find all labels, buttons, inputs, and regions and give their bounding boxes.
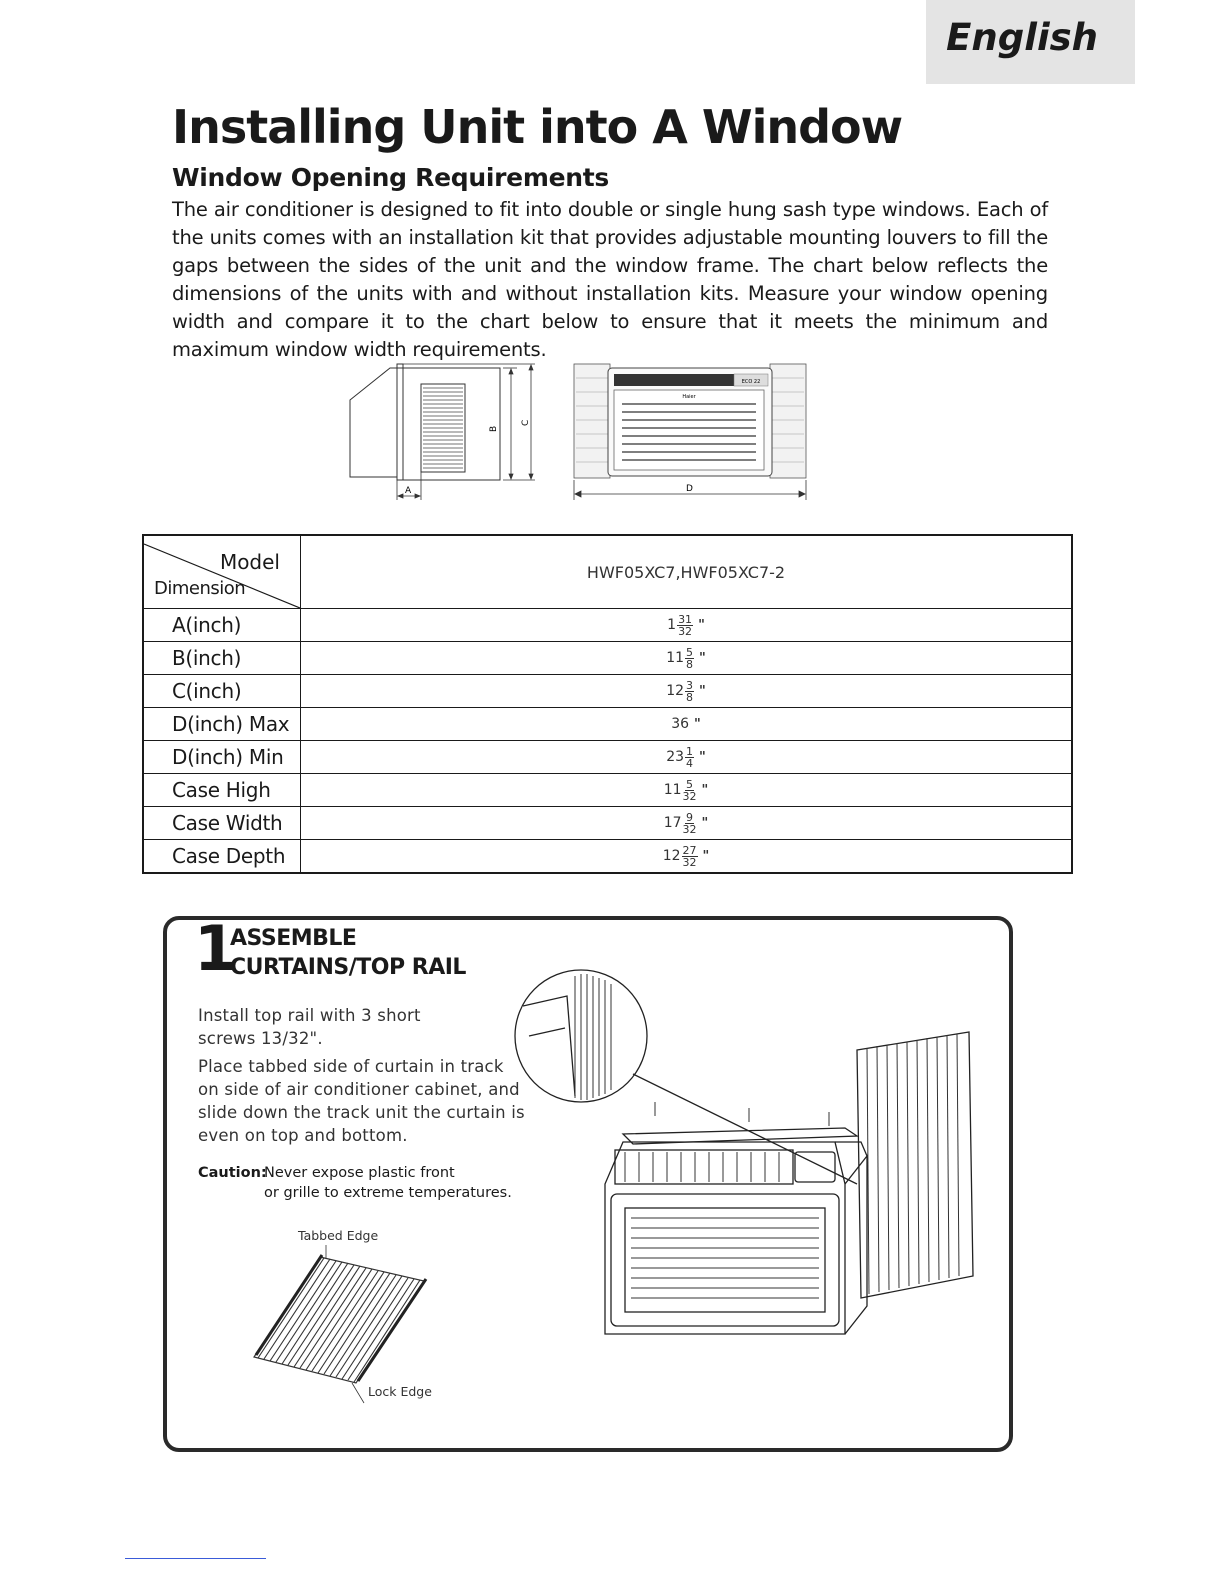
header-diagonal-cell bbox=[143, 535, 301, 609]
dim-label-a: A bbox=[405, 486, 412, 496]
front-brand: Haier bbox=[682, 394, 696, 400]
caution-label: Caution: bbox=[198, 1165, 267, 1181]
row-label: D(inch) Min bbox=[143, 741, 301, 774]
ac-unit-illustration bbox=[505, 966, 985, 1346]
fraction: 27 32 bbox=[682, 843, 697, 869]
fraction: 3 8 bbox=[686, 678, 694, 704]
row-label: Case High bbox=[143, 774, 301, 807]
fraction: 5 8 bbox=[686, 645, 694, 671]
row-value: 17 9 32 " bbox=[301, 807, 1073, 840]
side-view-diagram bbox=[345, 360, 545, 505]
table-row bbox=[143, 840, 1072, 874]
table-header-row bbox=[143, 535, 1072, 609]
footer-link-underline bbox=[125, 1558, 266, 1559]
table-row bbox=[143, 741, 1072, 774]
intro-paragraph: The air conditioner is designed to fit into double or single hung sash type windows. Each of the units comes with an installation kit that provides adjustable mounting louvers to fill the gaps between the sides of the unit and the window frame. The chart below reflects the dimensions of the units with and without installation kits. Measure your window opening width and compare it to the chart below to ensure that it meets the minimum and maximum window width requirements. bbox=[172, 198, 1048, 361]
row-label: B(inch) bbox=[143, 642, 301, 675]
step-title-line1: ASSEMBLE bbox=[230, 926, 357, 951]
row-label: Case Width bbox=[143, 807, 301, 840]
row-value: 12 27 32 " bbox=[301, 840, 1073, 874]
fraction: 31 32 bbox=[678, 612, 693, 638]
row-label: D(inch) Max bbox=[143, 708, 301, 741]
front-view-diagram bbox=[570, 358, 810, 503]
language-tab bbox=[926, 0, 1135, 84]
fraction: 9 32 bbox=[682, 810, 697, 836]
instruction-1: Install top rail with 3 short screws 13/32". bbox=[198, 1006, 421, 1048]
row-value: 11 5 8 " bbox=[301, 642, 1073, 675]
page-title: Installing Unit into A Window bbox=[172, 100, 903, 154]
table-row bbox=[143, 774, 1072, 807]
step-number: 1 bbox=[194, 912, 238, 985]
row-label: C(inch) bbox=[143, 675, 301, 708]
instruction-2: Place tabbed side of curtain in track on side of air conditioner cabinet, and slide down the track unit the curtain is even on top and bottom. bbox=[198, 1057, 525, 1145]
row-value: 12 3 8 " bbox=[301, 675, 1073, 708]
top-grille bbox=[614, 374, 734, 386]
dim-label-d: D bbox=[686, 484, 693, 494]
table-row bbox=[143, 609, 1072, 642]
row-label: Case Depth bbox=[143, 840, 301, 874]
row-value: 23 1 4 " bbox=[301, 741, 1073, 774]
header-model-label: Model bbox=[219, 550, 280, 574]
table-row bbox=[143, 675, 1072, 708]
tabbed-edge-label: Tabbed Edge bbox=[298, 1228, 379, 1243]
lock-edge-label: Lock Edge bbox=[368, 1384, 432, 1399]
section-subtitle: Window Opening Requirements bbox=[172, 163, 609, 192]
right-curtain bbox=[770, 364, 806, 478]
caution-note: Caution:Never expose plastic front or grille to extreme temperatures. bbox=[198, 1165, 512, 1201]
step-title-line2: CURTAINS/TOP RAIL bbox=[230, 955, 466, 980]
model-value: HWF05XC7,HWF05XC7-2 bbox=[301, 535, 1073, 609]
dimension-table bbox=[142, 534, 1073, 874]
row-value: 36 " bbox=[301, 708, 1073, 741]
row-value: 1 31 32 " bbox=[301, 609, 1073, 642]
language-label: English bbox=[946, 16, 1098, 59]
table-row bbox=[143, 807, 1072, 840]
row-value: 11 5 32 " bbox=[301, 774, 1073, 807]
table-row bbox=[143, 642, 1072, 675]
step-title bbox=[230, 924, 466, 982]
header-dimension-label: Dimension bbox=[154, 578, 246, 599]
fraction: 1 4 bbox=[686, 744, 694, 770]
row-label: A(inch) bbox=[143, 609, 301, 642]
left-curtain bbox=[574, 364, 610, 478]
front-display: ECO 22 bbox=[741, 379, 761, 385]
fraction: 5 32 bbox=[682, 777, 697, 803]
table-row bbox=[143, 708, 1072, 741]
dim-label-b: B bbox=[489, 425, 499, 432]
dim-label-c: C bbox=[521, 419, 531, 426]
